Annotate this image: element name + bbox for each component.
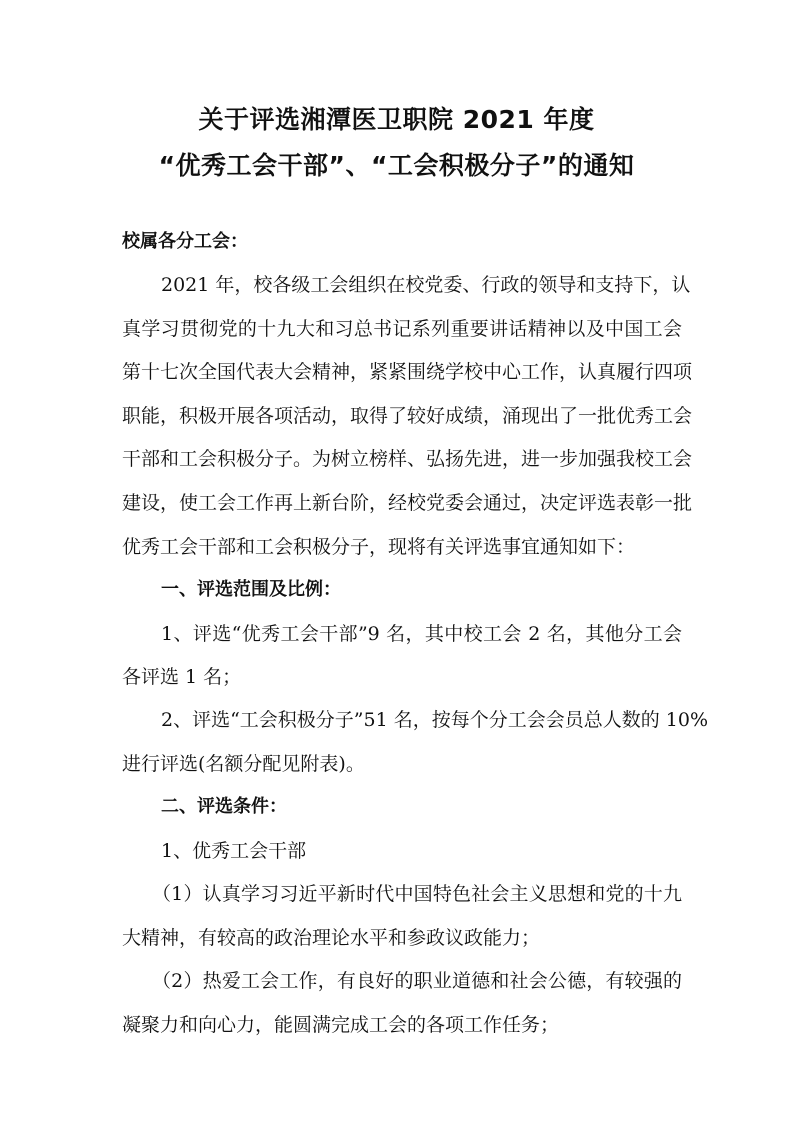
section-2-condition-2-line: （2）热爱工会工作，有良好的职业道德和社会公德，有较强的 [152,970,682,992]
intro-line: 优秀工会干部和工会积极分子，现将有关评选事宜通知如下： [122,536,636,558]
intro-line: 2021 年，校各级工会组织在校党委、行政的领导和支持下，认 [161,274,691,296]
document-title-line-1: 关于评选湘潭医卫职院 2021 年度 [198,105,595,134]
section-2-heading: 二、评选条件： [161,796,287,817]
section-1-item-1-line: 各评选 1 名； [122,666,242,688]
intro-line: 建设，使工会工作再上新台阶，经校党委会通过，决定评选表彰一批 [122,492,693,514]
section-1-item-1-line: 1、评选“优秀工会干部”9 名，其中校工会 2 名，其他分工会 [161,623,682,645]
intro-line: 干部和工会积极分子。为树立榜样、弘扬先进，进一步加强我校工会 [122,448,693,470]
document-title-line-2: “优秀工会干部”、“工会积极分子”的通知 [158,151,635,180]
section-2-subheading: 1、优秀工会干部 [161,840,307,862]
section-2-condition-1-line: 大精神，有较高的政治理论水平和参政议政能力； [122,927,541,949]
intro-line: 真学习贯彻党的十九大和习总书记系列重要讲话精神以及中国工会 [122,318,682,340]
section-1-item-2-line: 2、评选“工会积极分子”51 名，按每个分工会会员总人数的 10% [161,709,709,731]
intro-line: 第十七次全国代表大会精神，紧紧围绕学校中心工作，认真履行四项 [122,361,693,383]
salutation: 校属各分工会： [122,231,248,252]
intro-line: 职能，积极开展各项活动，取得了较好成绩，涌现出了一批优秀工会 [122,405,693,427]
section-1-item-2-line: 进行评选(名额分配见附表)。 [122,753,365,775]
section-2-condition-1-line: （1）认真学习习近平新时代中国特色社会主义思想和党的十九 [152,883,682,905]
section-1-heading: 一、评选范围及比例： [161,579,341,600]
section-2-condition-2-line: 凝聚力和向心力，能圆满完成工会的各项工作任务； [122,1014,560,1036]
